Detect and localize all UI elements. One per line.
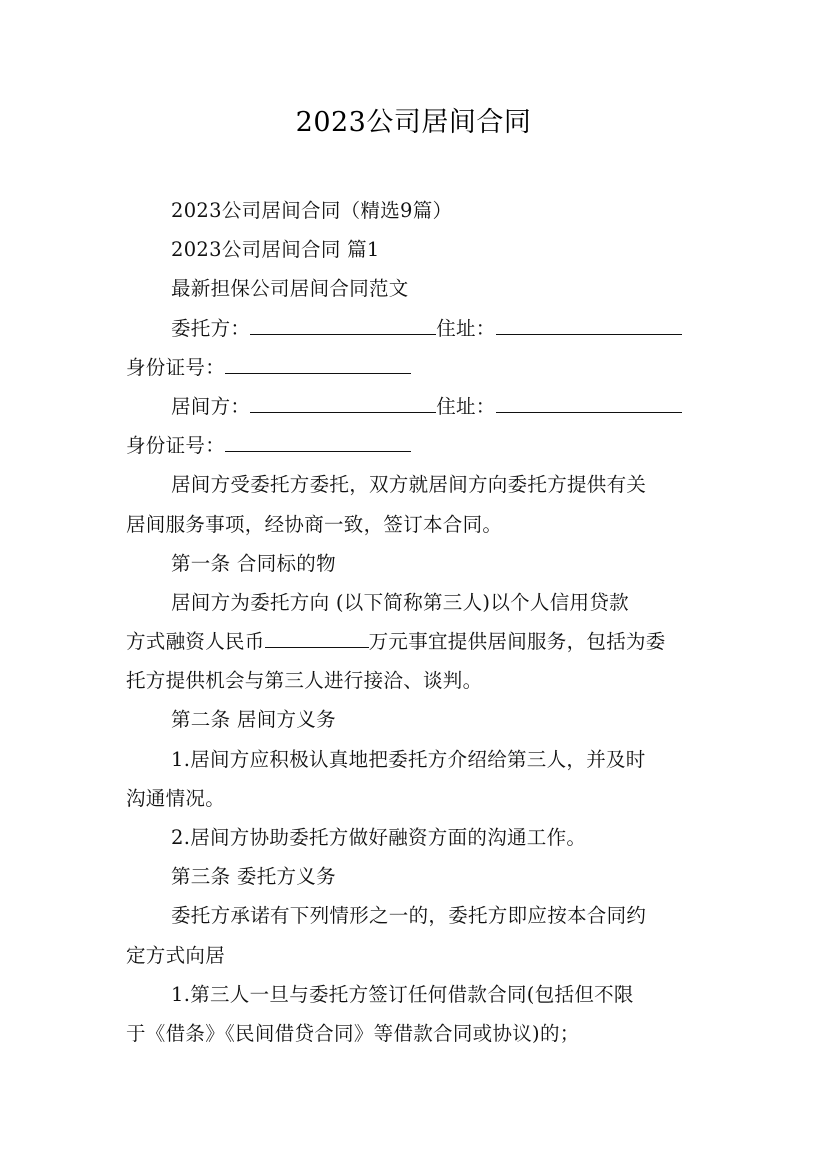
paragraph-line: 居间方受委托方委托，双方就居间方向委托方提供有关 — [171, 473, 647, 497]
paragraph-line: 沟通情况。 — [126, 786, 226, 810]
principal-address-blank — [496, 312, 682, 335]
principal-id-label: 身份证号： — [126, 355, 226, 379]
document-title: 2023公司居间合同 — [295, 107, 532, 138]
paragraph-line: 1.居间方应积极认真地把委托方介绍给第三人，并及时 — [171, 747, 646, 771]
paragraph-line: 委托方承诺有下列情形之一的，委托方即应按本合同约 — [171, 904, 647, 928]
article-heading: 第三条 委托方义务 — [171, 865, 336, 889]
loan-amount-prefix: 方式融资人民币 — [126, 630, 265, 654]
broker-id-label: 身份证号： — [126, 434, 226, 458]
article-heading: 第二条 居间方义务 — [171, 708, 336, 732]
article-heading: 第一条 合同标的物 — [171, 551, 336, 575]
paragraph-line: 定方式向居 — [126, 943, 226, 967]
paragraph-line: 2023公司居间合同（精选9篇） — [171, 199, 453, 222]
loan-amount-blank — [265, 625, 369, 648]
paragraph-line: 托方提供机会与第三人进行接洽、谈判。 — [126, 669, 483, 693]
broker-name-address-line — [126, 387, 710, 426]
broker-address-label: 住址： — [436, 394, 496, 418]
paragraph-line: 最新担保公司居间合同范文 — [171, 277, 409, 301]
principal-label: 委托方： — [171, 316, 251, 340]
principal-name-address-line — [126, 309, 710, 348]
broker-label: 居间方： — [171, 394, 251, 418]
paragraph-line: 2.居间方协助委托方做好融资方面的沟通工作。 — [171, 826, 587, 849]
loan-amount-suffix: 万元事宜提供居间服务，包括为委 — [368, 630, 666, 654]
principal-id-line — [126, 348, 710, 387]
principal-name-blank — [250, 312, 436, 335]
broker-address-blank — [496, 390, 682, 413]
broker-name-blank — [250, 390, 436, 413]
paragraph-line: 居间方为委托方向 (以下简称第三人)以个人信用贷款 — [171, 590, 629, 614]
broker-id-line — [126, 426, 710, 465]
paragraph-line: 2023公司居间合同 篇1 — [171, 238, 380, 262]
principal-address-label: 住址： — [436, 316, 496, 340]
loan-amount-line — [126, 622, 710, 661]
paragraph-line: 居间服务事项，经协商一致，签订本合同。 — [126, 512, 503, 536]
broker-id-blank — [225, 429, 411, 452]
paragraph-line: 于《借条》《民间借贷合同》等借款合同或协议)的； — [126, 1021, 580, 1045]
principal-id-blank — [225, 351, 411, 374]
document-body — [126, 191, 710, 1053]
paragraph-line: 1.第三人一旦与委托方签订任何借款合同(包括但不限 — [171, 982, 634, 1006]
